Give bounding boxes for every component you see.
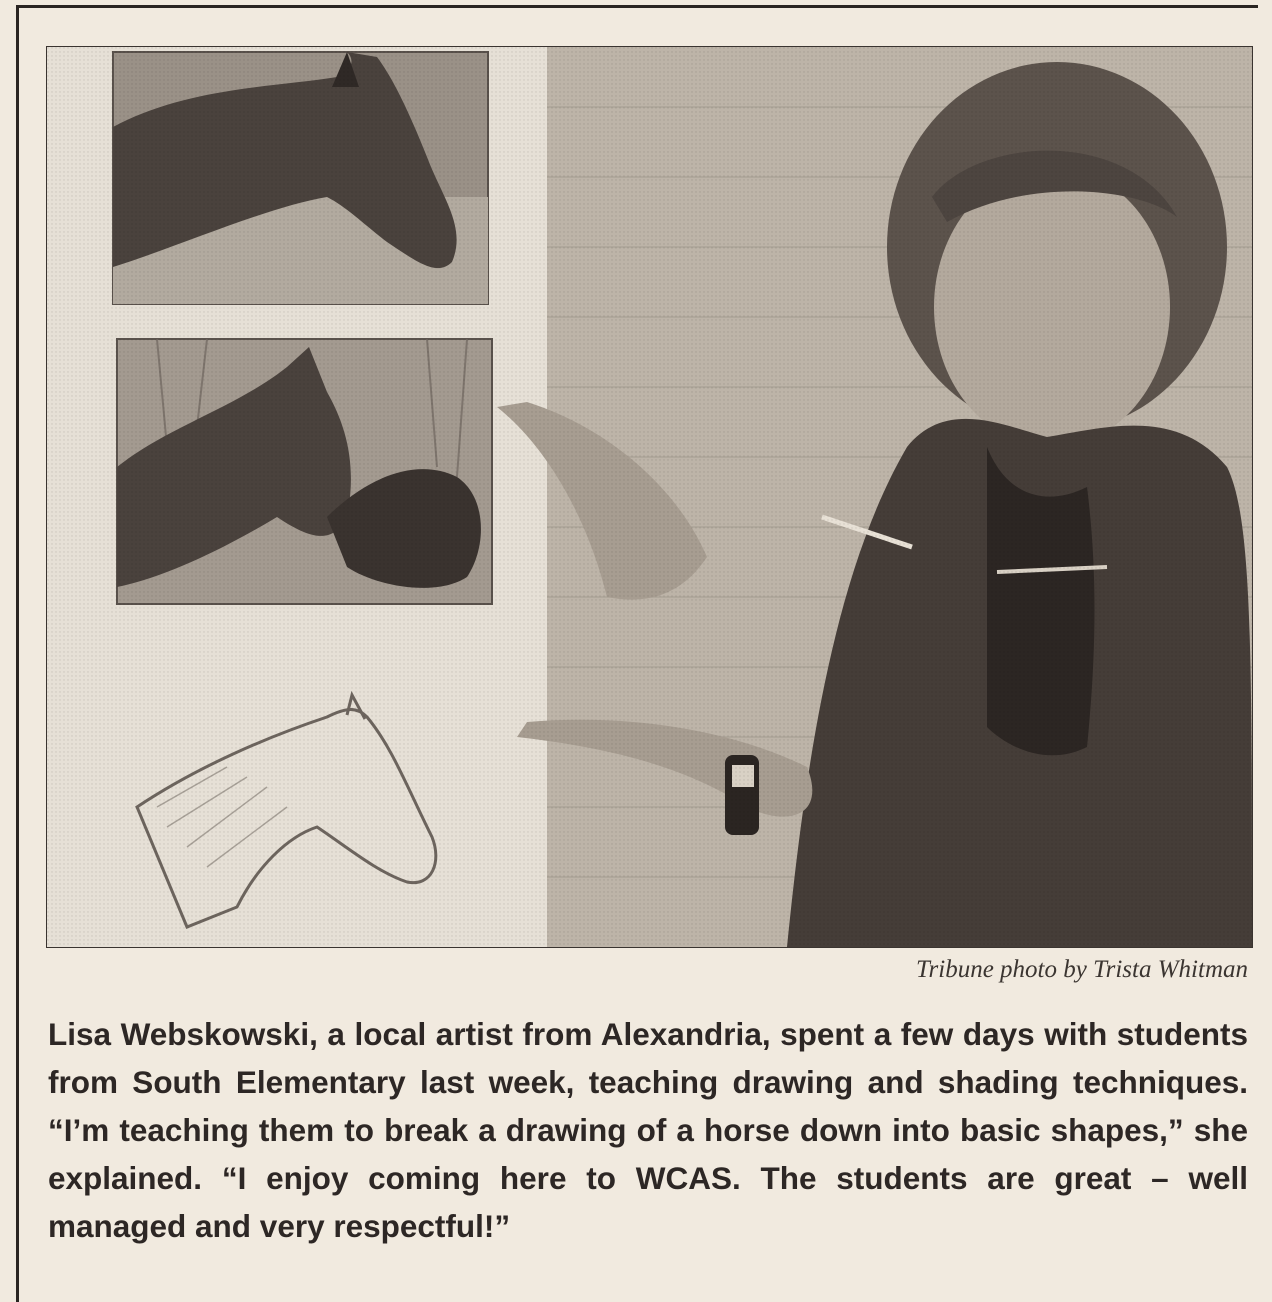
photo-credit: Tribune photo by Trista Whitman	[916, 956, 1248, 983]
clipping-edge-left	[16, 5, 19, 1302]
photo-caption: Lisa Webskowski, a local artist from Alexandria, spent a few days with students from South Elementary last week, teaching drawing and shading techniques. “I’m teaching them to break a drawing of a horse down into basic shapes,” she explained. “I enjoy coming here to WCAS. The students are great – well managed and very respectful!”	[48, 1016, 1248, 1244]
article-photo	[46, 46, 1253, 948]
clipping-edge-top	[18, 5, 1258, 8]
photo-illustration	[47, 47, 1252, 947]
